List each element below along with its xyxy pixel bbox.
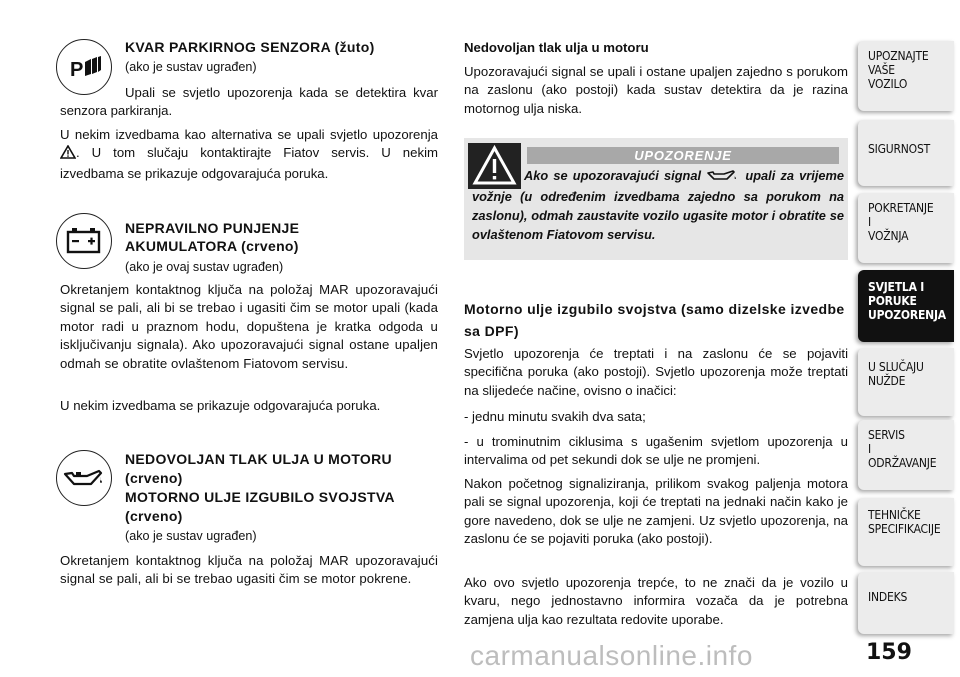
warning-text-part: upali za vrijeme vožnje (u određenim izvedbama zajedno sa porukom na zaslonu), odmah zaustavite vozilo ugasite motor i obratite se ovlaštenom Fiatovom servisu. [472,168,845,242]
paragraph: Upozoravajući signal se upali i ostane upaljen zajedno s porukom na zaslonu (ako postoji) kada sustav detektira da je razina motornog ulja niska. [464,64,848,116]
tab-label: I [868,215,871,229]
tab-tehnicke-specifikacije[interactable] [858,498,954,566]
tab-label: UPOZORENJA [868,308,946,322]
page-number: 159 [866,640,912,665]
tab-u-slucaju-nuzde[interactable] [858,348,954,416]
tab-label: SVJETLA I [868,280,925,294]
tab-label: VOZILO [868,77,908,91]
tab-label: POKRETANJE [868,201,934,215]
paragraph-text: . U tom slučaju kontaktirajte Fiatov servis. U nekim izvedbama se prikazuje odgovarajuća poruka. [60,145,438,181]
oil-can-icon [56,450,112,506]
watermark: carmanualsonline.info [470,640,753,671]
tab-label: NUŽDE [868,374,906,388]
section-heading: Nedovoljan tlak ulja u motoru [464,40,649,55]
section-title: (crveno) [125,508,183,524]
warning-heading: UPOZORENJE [527,147,839,164]
paragraph-text: U nekim izvedbama kao alternativa se upali svjetlo upozorenja [60,127,438,142]
tab-label: SPECIFIKACIJE [868,522,941,536]
tab-label: VAŠE [868,63,895,77]
section-title: NEPRAVILNO PUNJENJE [125,220,300,236]
section-subtitle: (ako je sustav ugrađen) [125,60,257,74]
paragraph: Upali se svjetlo upozorenja kada se detektira kvar senzora parkiranja. [60,85,438,119]
paragraph: Okretanjem kontaktnog ključa na položaj MAR upozoravajući signal se pali, ali bi se trebao i ugasiti čim se motor upali (kada motor radi u praznom hodu, dopuštena je kratka odgoda u isključivanju signala). Ako upozoravajući signal ostane upaljen odmah se obratite ovlaštenom Fiatovom servisu. [60,282,438,371]
paragraph: Nakon početnog signaliziranja, prilikom svakog paljenja motora pali se signal upozorenja, koji će treptati na jednaki način kako je gore navedeno, dok se ulje ne zamjeni. Uz svjetlo upozorenja, na zaslonu će se pojaviti poruka (ako postoji). [464,476,848,547]
tab-label: VOŽNJA [868,229,909,243]
warning-text-part: Ako se upozoravajući signal [524,168,702,183]
battery-icon [56,213,112,269]
tab-label: SIGURNOST [868,142,931,156]
section-title: MOTORNO ULJE IZGUBILO SVOJSTVA [125,489,395,505]
section-heading: Motorno ulje izgubilo svojstva (samo dizelske izvedbe sa DPF) [464,301,845,339]
tab-label: U SLUČAJU [868,360,924,374]
section-subtitle: (ako je sustav ugrađen) [125,529,257,543]
tab-label: INDEKS [868,590,908,604]
warning-text [472,166,844,244]
paragraph: Svjetlo upozorenja će treptati i na zaslonu će se pojaviti specifična poruka (ako postoji). Svjetlo upozorenja može treptati na slijedeće načine, ovisno o inačici: [464,346,848,398]
tab-label: UPOZNAJTE [868,49,929,63]
section-title: KVAR PARKIRNOG SENZORA (žuto) [125,39,375,55]
tab-servis-i-odrzavanje[interactable] [858,420,954,490]
warning-triangle-icon [60,145,76,164]
paragraph: - u trominutnim ciklusima s ugašenim svjetlom upozorenja u intervalima od pet sekundi dok se ulje ne promjeni. [464,434,848,468]
svg-text:P: P [70,59,84,81]
paragraph: Ako ovo svjetlo upozorenja trepće, to ne znači da je vozilo u kvaru, nego jednostavno informira vozača da je potrebna zamjena ulja kao rezultata redovite uporabe. [464,575,848,627]
section-title: NEDOVOLJAN TLAK ULJA U MOTORU [125,451,392,467]
tab-label: TEHNIČKE [868,508,921,522]
tab-label: ODRŽAVANJE [868,456,937,470]
tab-label: I [868,442,871,456]
section-subtitle: (ako je ovaj sustav ugrađen) [125,260,284,274]
oil-can-icon [706,168,740,187]
paragraph [60,126,438,183]
tab-label: SERVIS [868,428,905,442]
paragraph: Okretanjem kontaktnog ključa na položaj MAR upozoravajući signal se pali, ali bi se trebao ugasiti čim se motor pokrene. [60,553,438,587]
paragraph: U nekim izvedbama se prikazuje odgovarajuća poruka. [60,398,381,413]
tab-sigurnost[interactable] [858,120,954,186]
tab-label: PORUKE [868,294,917,308]
tab-pokretanje-i-voznja[interactable] [858,193,954,263]
tab-svjetla-i-poruke-upozorenja[interactable] [858,270,954,342]
section-title: (crveno) [125,470,183,486]
paragraph: - jednu minutu svakih dva sata; [464,409,646,424]
section-title: AKUMULATORA (crveno) [125,238,299,254]
tab-upoznajte-vase-vozilo[interactable] [858,41,954,111]
tab-indeks[interactable] [858,572,954,634]
